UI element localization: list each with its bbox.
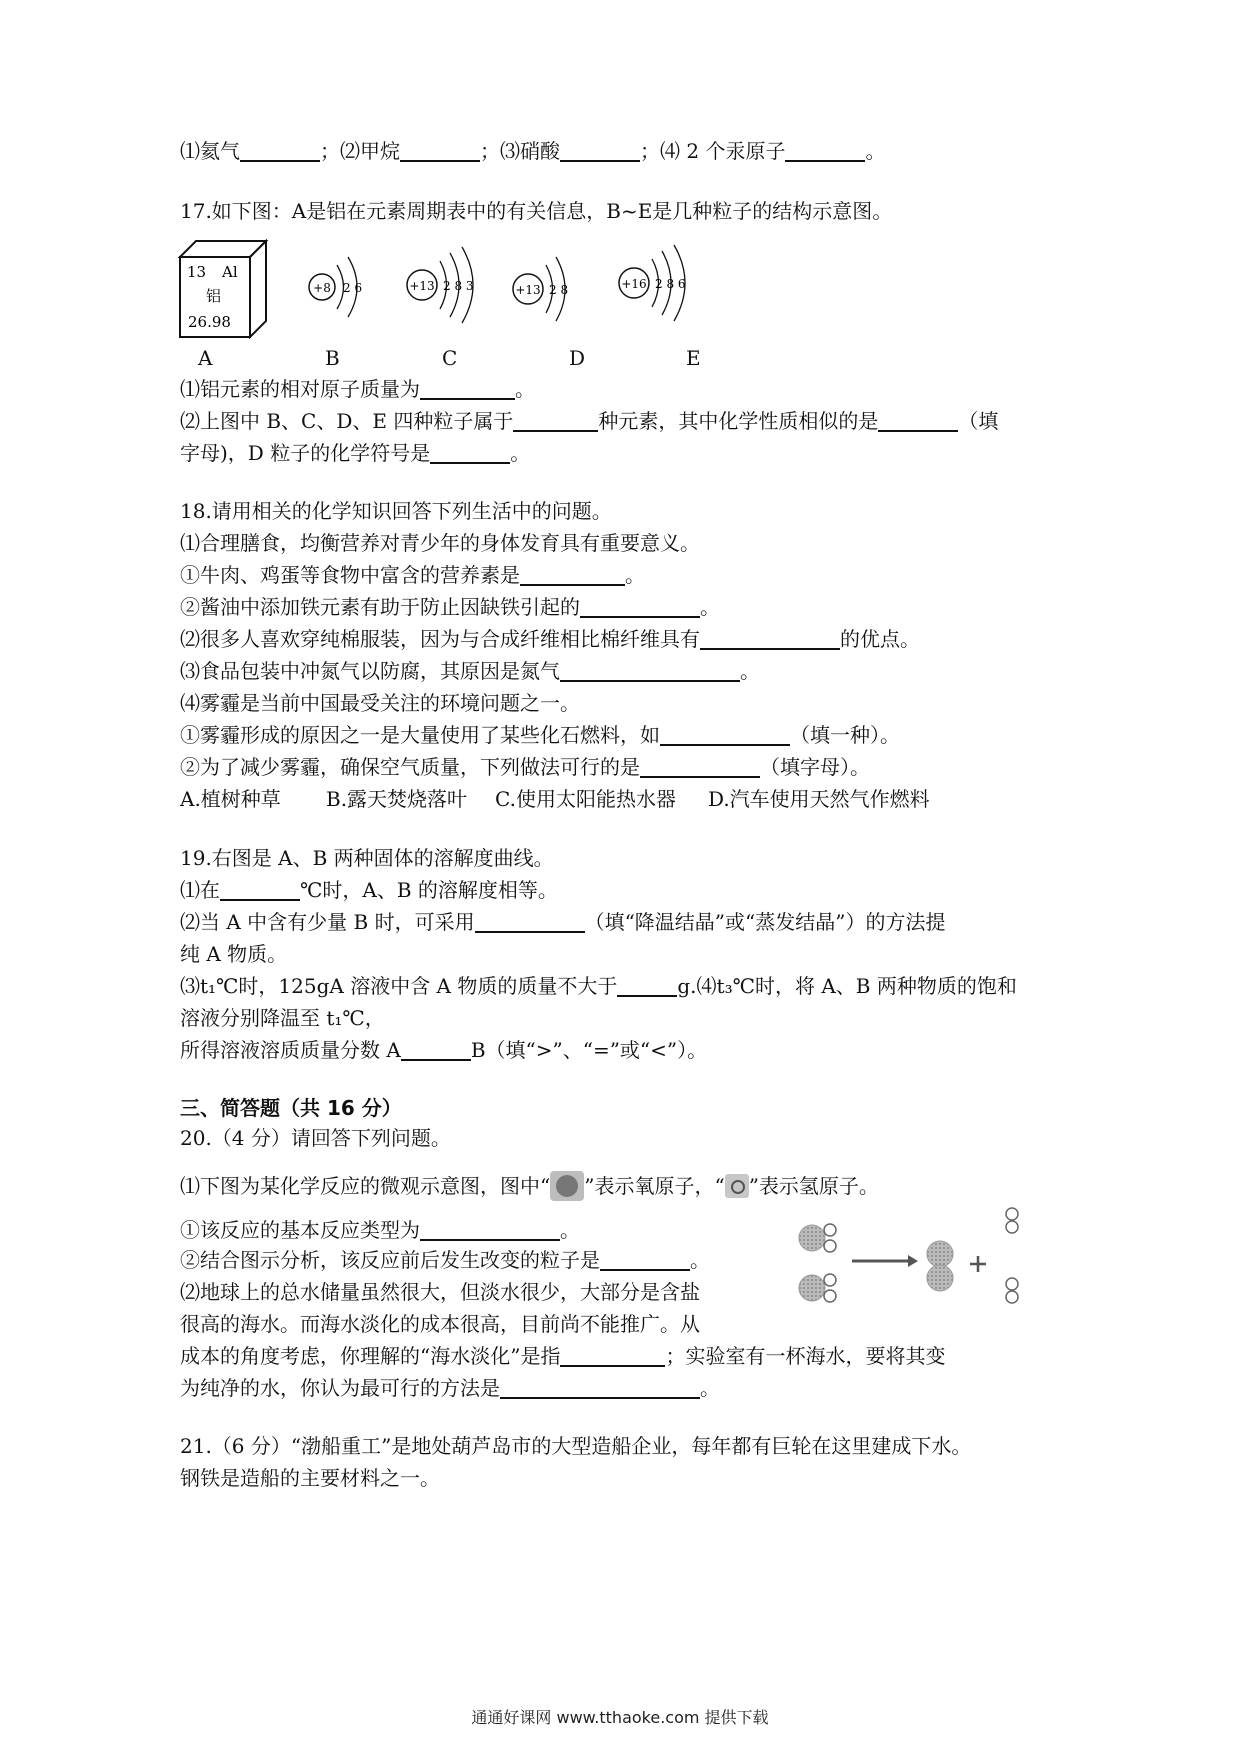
answer-blank[interactable]	[420, 376, 515, 400]
water-molecule-1	[799, 1224, 836, 1252]
answer-blank[interactable]	[600, 1247, 690, 1271]
answer-blank[interactable]	[700, 626, 840, 650]
option-d: D.汽车使用天然气作燃料	[708, 787, 930, 811]
page-footer: 通通好课网 www.tthaoke.com 提供下载	[471, 1708, 769, 1727]
svg-text:+16: +16	[621, 277, 647, 291]
q20-line5: 很高的海水。而海水淡化的成本很高，目前尚不能推广。从	[180, 1312, 700, 1336]
q19-line3: 纯 A 物质。	[180, 942, 288, 966]
svg-text:2 6: 2 6	[343, 281, 363, 295]
svg-text:+13: +13	[409, 279, 435, 293]
element-mass: 26.98	[188, 313, 231, 331]
atom-diagram-d	[513, 257, 568, 321]
q16-item-2: ；⑵甲烷	[320, 139, 400, 163]
q18-line4: ⑵很多人喜欢穿纯棉服装，因为与合成纤维相比棉纤维具有 的优点。	[180, 627, 920, 651]
q19-line4: ⑶t₁℃时，125gA 溶液中含 A 物质的质量不大于 g.⑷t₃℃时，将 A、B 两种物质的饱和	[180, 974, 1017, 998]
q20-line1: ⑴下图为某化学反应的微观示意图，图中“ ”表示氧原子，“ ”表示氢原子。	[180, 1170, 879, 1202]
q20-line4: ⑵地球上的总水储量虽然很大，但淡水很少，大部分是含盐	[180, 1280, 700, 1304]
svg-text:2 8 3: 2 8 3	[443, 279, 474, 293]
q17-sub1: ⑴铝元素的相对原子质量为 。	[180, 377, 535, 401]
q19-line1: ⑴在 ℃时，A、B 的溶解度相等。	[180, 878, 558, 902]
svg-text:+8: +8	[313, 281, 331, 295]
hydrogen-molecule-1	[1006, 1208, 1018, 1233]
q18-line1: ⑴合理膳食，均衡营养对青少年的身体发育具有重要意义。	[180, 531, 700, 555]
water-molecule-2	[799, 1274, 836, 1302]
q19-line5: 溶液分别降温至 t₁℃，	[180, 1006, 385, 1030]
q16-item-3: ；⑶硝酸	[480, 139, 560, 163]
reaction-diagram	[790, 1202, 1040, 1312]
q17-sub2: ⑵上图中 B、C、D、E 四种粒子属于 种元素，其中化学性质相似的是 （填	[180, 409, 999, 433]
section-three-heading: 三、简答题（共 16 分）	[180, 1096, 402, 1120]
answer-blank[interactable]	[660, 722, 790, 746]
q18-line2: ①牛肉、鸡蛋等食物中富含的营养素是 。	[180, 563, 645, 587]
answer-blank[interactable]	[560, 1343, 665, 1367]
label-c: C	[442, 346, 458, 370]
answer-blank[interactable]	[513, 408, 598, 432]
q21-line1: 21.（6 分）“渤船重工”是地处葫芦岛市的大型造船企业，每年都有巨轮在这里建成下水。	[180, 1434, 972, 1458]
q21-line2: 钢铁是造船的主要材料之一。	[180, 1466, 440, 1490]
option-c: C.使用太阳能热水器	[495, 787, 676, 811]
answer-blank[interactable]	[617, 973, 677, 997]
q16-item-1: ⑴氦气	[180, 139, 240, 163]
q19-line6: 所得溶液溶质质量分数 A B（填“>”、“=”或“<”）。	[180, 1038, 708, 1062]
q19-line2: ⑵当 A 中含有少量 B 时，可采用 （填“降温结晶”或“蒸发结晶”）的方法提	[180, 910, 946, 934]
answer-blank[interactable]	[580, 594, 700, 618]
hydrogen-atom-icon	[725, 1174, 749, 1198]
q17-figure	[170, 235, 730, 355]
answer-blank[interactable]	[500, 1375, 700, 1399]
q16-item-4: ；⑷ 2 个汞原子	[640, 139, 786, 163]
svg-text:2 8 6: 2 8 6	[655, 277, 686, 291]
periodic-table-cell	[180, 241, 266, 337]
atom-diagram-b	[309, 257, 362, 317]
q20-line7: 为纯净的水，你认为最可行的方法是 。	[180, 1376, 720, 1400]
answer-blank[interactable]	[220, 877, 300, 901]
label-b: B	[325, 346, 340, 370]
option-a: A.植树种草	[180, 787, 281, 811]
q18-line3: ②酱油中添加铁元素有助于防止因缺铁引起的 。	[180, 595, 720, 619]
reaction-arrow-icon	[852, 1255, 918, 1267]
element-name: 铝	[206, 287, 222, 305]
atom-diagram-c	[407, 247, 474, 323]
q19-title: 19.右图是 A、B 两种固体的溶解度曲线。	[180, 846, 554, 870]
atom-diagram-e	[619, 245, 686, 321]
label-d: D	[569, 346, 586, 370]
label-a: A	[198, 346, 213, 370]
answer-blank[interactable]	[878, 408, 958, 432]
svg-text:+13: +13	[515, 283, 541, 297]
answer-blank[interactable]	[430, 440, 510, 464]
q18-line7: ①雾霾形成的原因之一是大量使用了某些化石燃料，如 （填一种）。	[180, 723, 900, 747]
q18-line5: ⑶食品包装中冲氮气以防腐，其原因是氮气 。	[180, 659, 760, 683]
answer-blank[interactable]	[420, 1217, 560, 1241]
q18-line8: ②为了减少雾霾，确保空气质量，下列做法可行的是 （填字母）。	[180, 755, 870, 779]
q18-line6: ⑷雾霾是当前中国最受关注的环境问题之一。	[180, 691, 580, 715]
answer-blank[interactable]	[475, 909, 585, 933]
q20-line6: 成本的角度考虑，你理解的“海水淡化”是指 ；实验室有一杯海水，要将其变	[180, 1344, 946, 1368]
hydrogen-molecule-2	[1006, 1278, 1018, 1303]
answer-blank[interactable]	[560, 138, 640, 162]
q20-line2: ①该反应的基本反应类型为 。	[180, 1218, 580, 1242]
q17-title: 17.如下图：A是铝在元素周期表中的有关信息，B~E是几种粒子的结构示意图。	[180, 199, 893, 223]
label-e: E	[686, 346, 701, 370]
answer-blank[interactable]	[640, 754, 760, 778]
q20-line3: ②结合图示分析，该反应前后发生改变的粒子是 。	[180, 1248, 710, 1272]
option-b: B.露天焚烧落叶	[326, 787, 468, 811]
answer-blank[interactable]	[401, 1037, 471, 1061]
svg-text:2 8: 2 8	[549, 283, 569, 297]
q20-title: 20.（4 分）请回答下列问题。	[180, 1126, 451, 1150]
q18-title: 18.请用相关的化学知识回答下列生活中的问题。	[180, 499, 612, 523]
q16-line: ⑴氦气 ；⑵甲烷 ；⑶硝酸 ；⑷ 2 个汞原子 。	[180, 139, 886, 163]
q17-sub2-cont: 字母)，D 粒子的化学符号是 。	[180, 441, 531, 465]
answer-blank[interactable]	[560, 658, 740, 682]
oxygen-molecule	[927, 1241, 953, 1291]
plus-icon	[970, 1256, 986, 1272]
answer-blank[interactable]	[400, 138, 480, 162]
element-symbol: Al	[222, 263, 238, 281]
oxygen-atom-icon	[550, 1171, 584, 1201]
answer-blank[interactable]	[520, 562, 625, 586]
answer-blank[interactable]	[785, 138, 865, 162]
element-number: 13	[187, 263, 207, 281]
answer-blank[interactable]	[240, 138, 320, 162]
